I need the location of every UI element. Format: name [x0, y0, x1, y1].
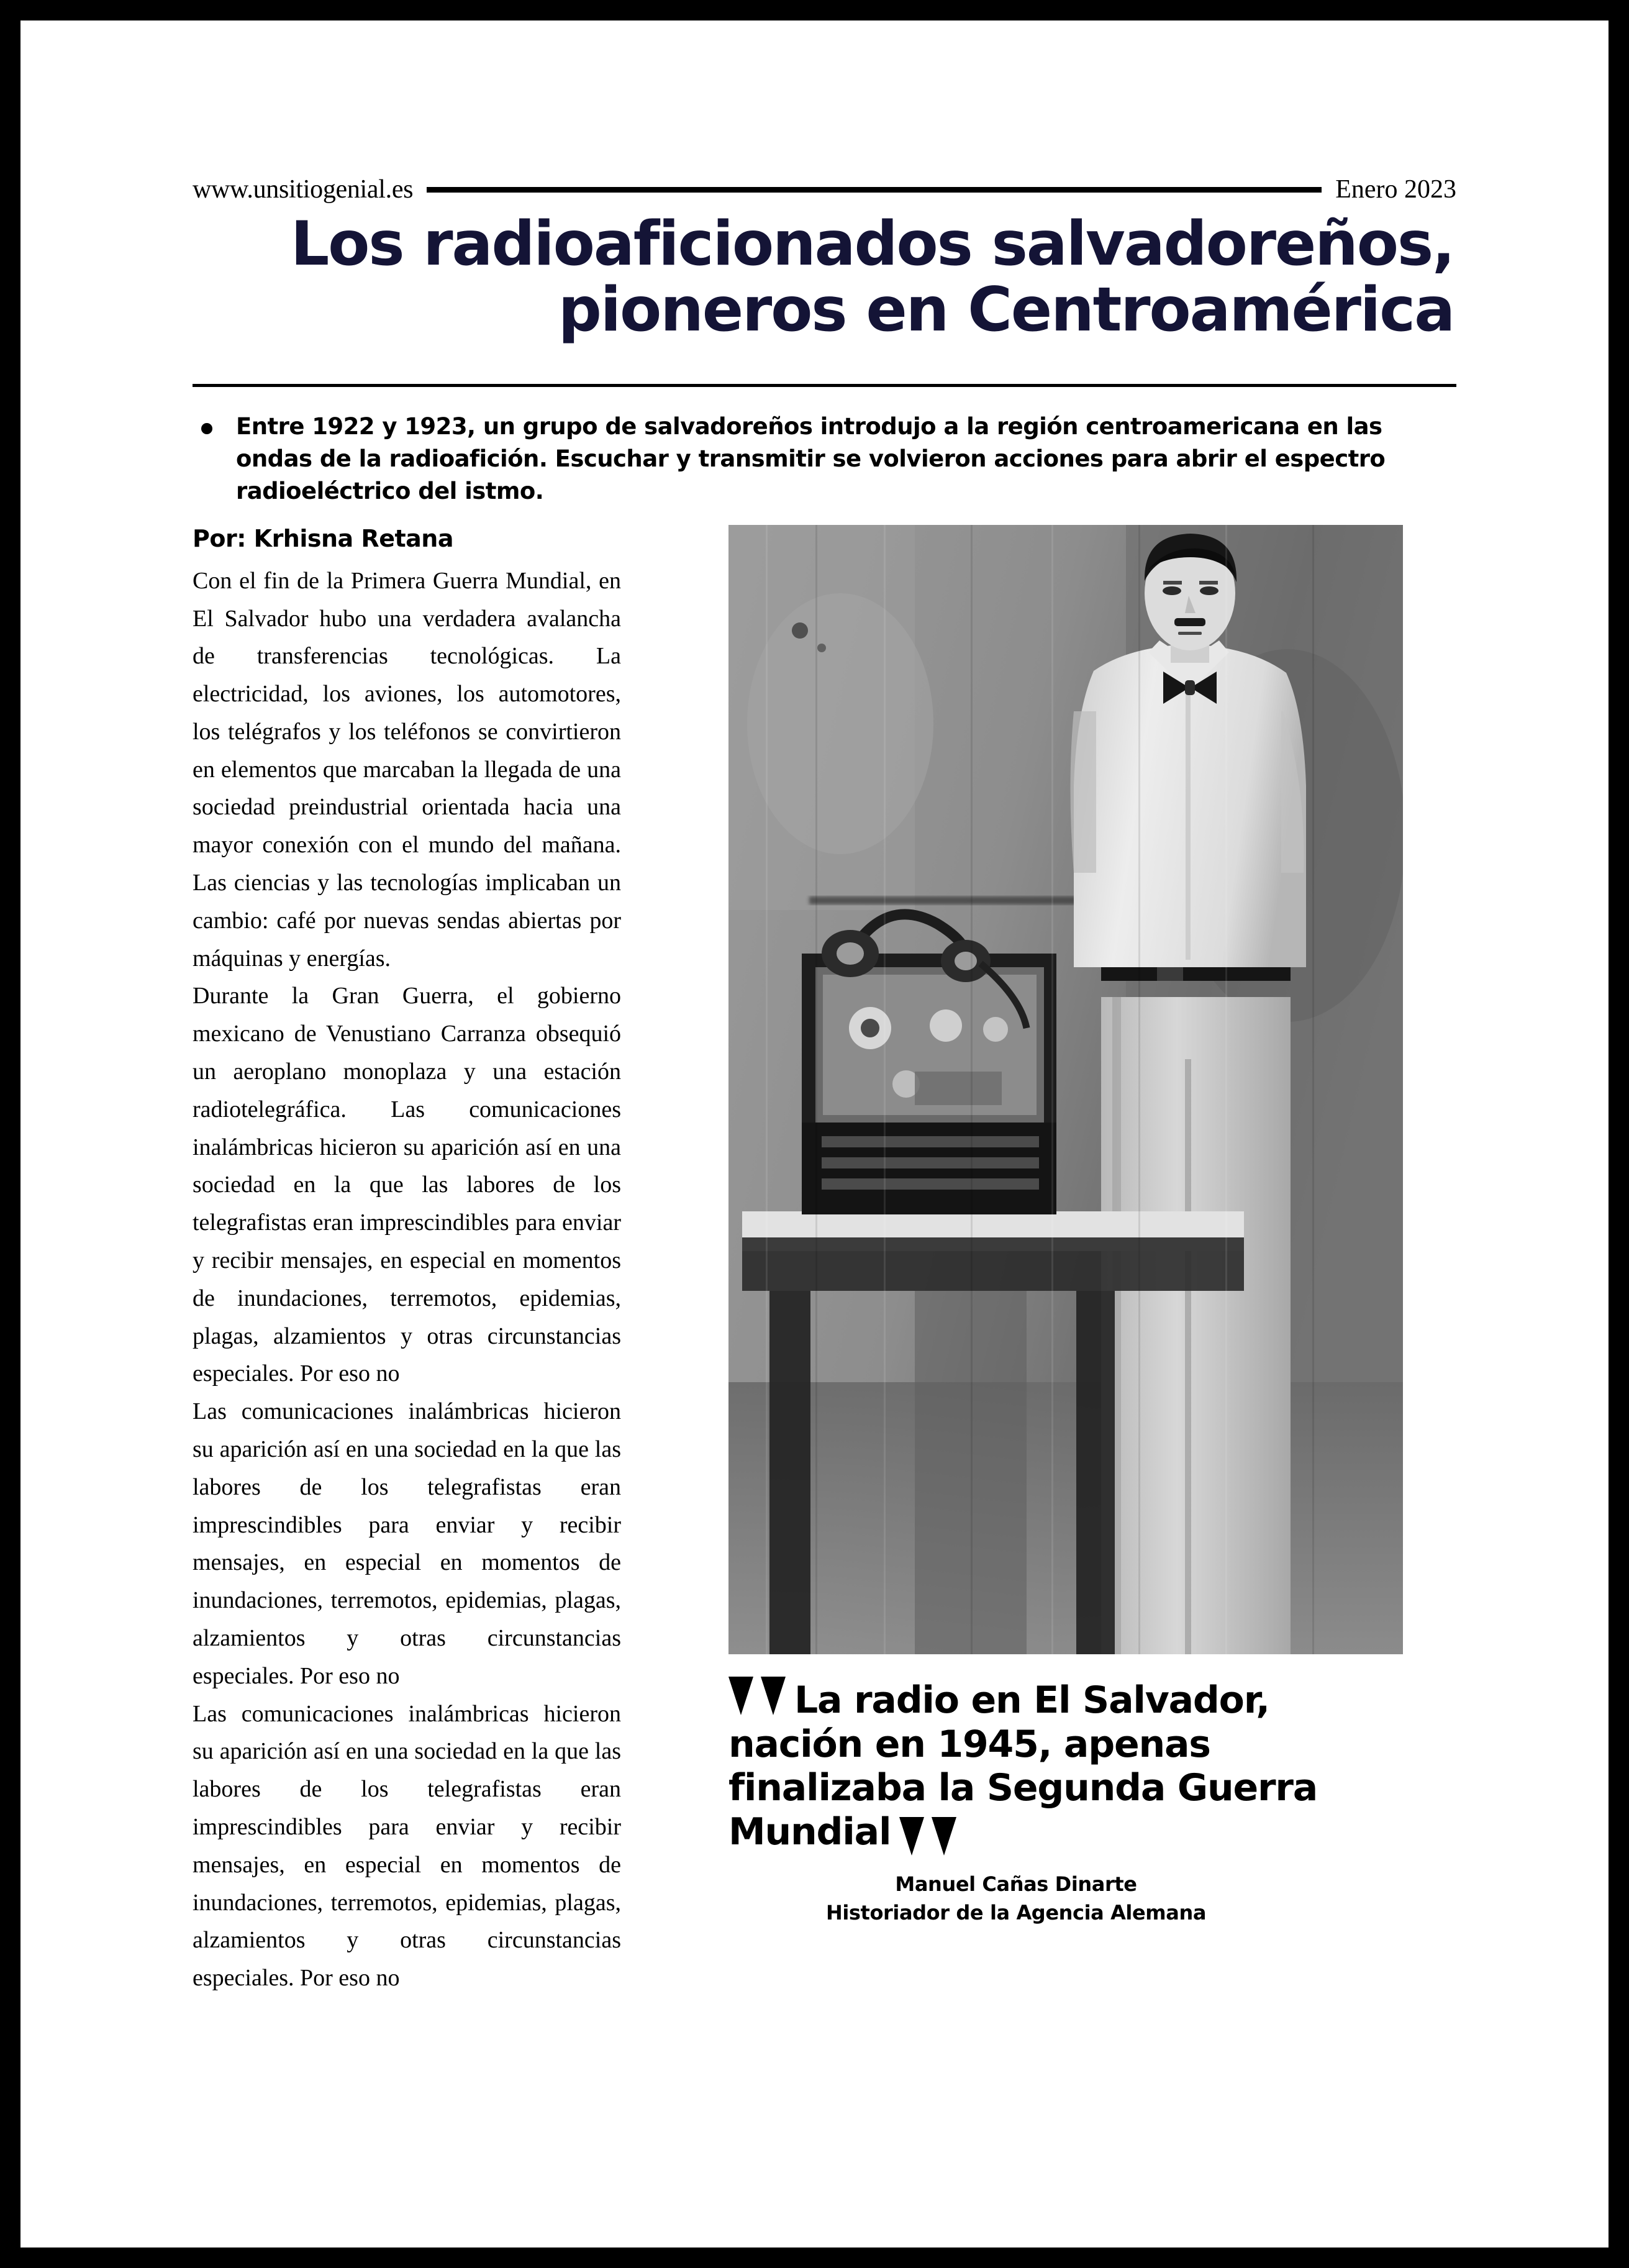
- article-photo: [728, 525, 1403, 1654]
- bullet-dot-icon: [201, 423, 212, 434]
- pull-quote-body: [728, 1677, 1403, 1856]
- masthead-divider-rule: [427, 187, 1322, 193]
- masthead-issue-date: Enero 2023: [1335, 175, 1456, 204]
- page-sheet: [20, 20, 1609, 2248]
- article-paragraph: Durante la Gran Guerra, el gobierno mexicano de Venustiano Carranza obsequió un aeroplano monoplaza y una estación radiotelegráfica. Las comunicaciones inalámbricas hicieron su aparición así en una sociedad en la que las labores de los telegrafistas eran imprescindibles para enviar y recibir mensajes, en especial en momentos de inundaciones, terremotos, epidemias, plagas, alzamientos y otras circunstancias especiales. Por eso no: [193, 983, 621, 1387]
- page-title: [193, 209, 1456, 345]
- photo-illustration: [728, 525, 1403, 1654]
- article-content: [193, 171, 1456, 1992]
- media-column: [728, 525, 1456, 1927]
- quote-open-icon: [728, 1677, 788, 1715]
- masthead: [193, 171, 1456, 208]
- article-paragraph: Las comunicaciones inalámbricas hicieron su aparición así en una sociedad en la que las labores de los telegrafistas eran imprescindibles para enviar y recibir mensajes, en especial en momentos de inundaciones, terremotos, epidemias, plagas, alzamientos y otras circunstancias especiales. Por eso no: [193, 1398, 621, 1689]
- pull-quote-text: La radio en El Salvador, nación en 1945, apenas finalizaba la Segunda Guerra Mundial: [728, 1678, 1318, 1854]
- lede-text: Entre 1922 y 1923, un grupo de salvadoreños introdujo a la región centroamericana en las ondas de la radioafición. Escuchar y transmitir se volvieron acciones para abrir el espectro radioeléctrico del istmo.: [236, 413, 1386, 504]
- quote-close-icon: [899, 1817, 959, 1856]
- lede-bullet-item: [193, 411, 1456, 507]
- title-divider-rule: [193, 384, 1456, 387]
- masthead-site-url: www.unsitiogenial.es: [193, 175, 414, 204]
- pull-quote-attribution: [728, 1870, 1403, 1927]
- article-byline: Por: Krhisna Retana: [193, 524, 453, 552]
- article-paragraph: Con el fin de la Primera Guerra Mundial, en El Salvador hubo una verdadera avalancha de transferencias tecnológicas. La electricidad, los aviones, los automotores, los telégrafos y los teléfonos se convirtieron en elementos que marcaban la llegada de una sociedad preindustrial orientada hacia una mayor conexión con el mundo del mañana. Las ciencias y las tecnologías implicaban un cambio: café por nuevas sendas abiertas por máquinas y energías.: [193, 567, 621, 972]
- page-title-line-2: pioneros en Centroamérica: [558, 274, 1454, 345]
- article-text-column: [193, 525, 621, 1997]
- article-paragraph: Las comunicaciones inalámbricas hicieron su aparición así en una sociedad en la que las labores de los telegrafistas eran imprescindibles para enviar y recibir mensajes, en especial en momentos de inundaciones, terremotos, epidemias, plagas, alzamientos y otras circunstancias especiales. Por eso no: [193, 1700, 621, 1992]
- pull-quote: [728, 1677, 1403, 1927]
- pull-quote-role: Historiador de la Agencia Alemana: [825, 1900, 1207, 1924]
- pull-quote-author: Manuel Cañas Dinarte: [895, 1872, 1137, 1897]
- page-title-line-1: Los radioaficionados salvadoreños,: [290, 209, 1454, 280]
